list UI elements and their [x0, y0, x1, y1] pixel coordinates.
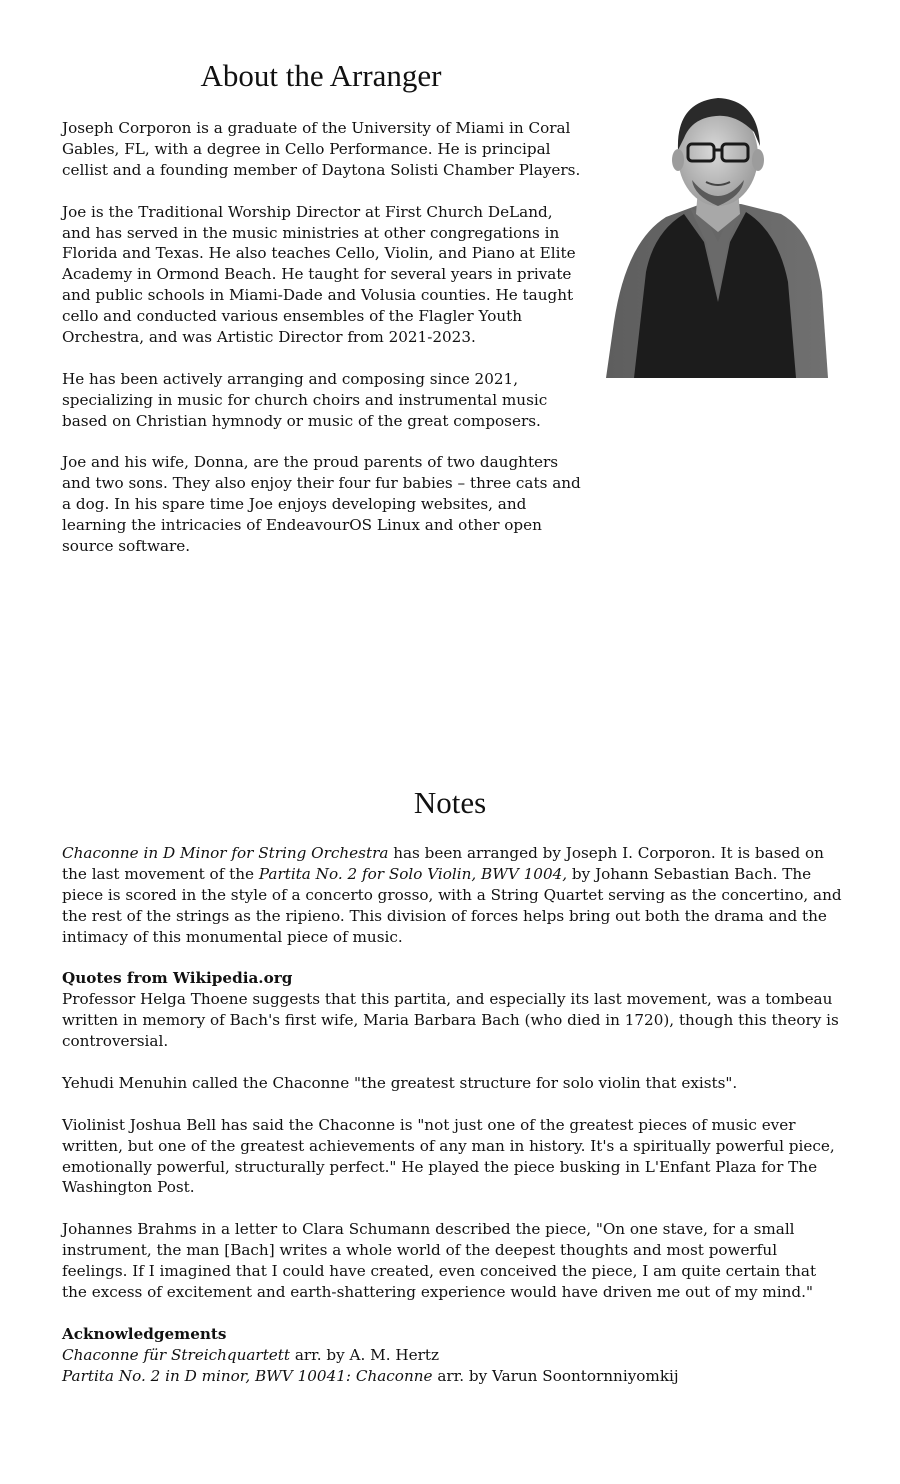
about-paragraph: Joe is the Traditional Worship Director at First Church DeLand, and has served in the music ministries at other congregations in Florida and Texas. He also teaches Cello, Violin, and Piano at Elite Academy in Ormond Beach. He taught for several years in private and public schools in Miami-Dade and Volusia counties. He taught cello and conducted various ensembles of the Flagler Youth Orchestra, and was Artistic Director from 2021-2023. [62, 202, 576, 347]
notes-intro-text-2: by Johann Sebastian Bach. The piece is scored in the style of a concerto grosso, with a String Quartet serving as the concertino, and the rest of the strings as the ripieno. This division of forces helps bring out both the drama and the intimacy of this monumental piece of music. [62, 864, 842, 946]
quote-paragraph: Johannes Brahms in a letter to Clara Schumann described the piece, "On one stave, for a small instrument, the man [Bach] writes a whole world of the deepest thoughts and most powerful feelings. If I imagined that I could have created, even conceived the piece, I am quite certain that the excess of excitement and earth-shattering experience would have driven me out of my mind." [62, 1220, 817, 1301]
ack-work: Partita No. 2 in D minor, BWV 10041: Chaconne [62, 1366, 433, 1385]
about-paragraph: He has been actively arranging and composing since 2021, specializing in music for church choirs and instrumental music based on Christian hymnody or music of the great composers. [62, 369, 548, 430]
ack-heading-line [62, 1324, 842, 1345]
ack-credit: arr. by A. M. Hertz [290, 1345, 439, 1364]
quote-paragraph: Professor Helga Thoene suggests that this partita, and especially its last movement, was a tombeau written in memory of Bach's first wife, Maria Barbara Bach (who died in 1720), though this theory is controversial. [62, 990, 839, 1051]
quote-paragraph: Yehudi Menuhin called the Chaconne "the greatest structure for solo violin that exists". [62, 1073, 738, 1092]
about-paragraph: Joseph Corporon is a graduate of the University of Miami in Coral Gables, FL, with a degree in Cello Performance. He is principal cellist and a founding member of Daytona Solisti Chamber Players. [62, 119, 581, 179]
quote-paragraph: Violinist Joshua Bell has said the Chaconne is "not just one of the greatest pieces of music ever written, but one of the greatest achievements of any man in history. It's a spiritually powerful piece, emotionally powerful, structurally perfect." He played the piece busking in L'Enfant Plaza for The Washington Post. [62, 1115, 835, 1197]
notes-intro-text: has been arranged by Joseph I. Corporon. It is based on the last movement of the [62, 844, 824, 883]
quotes-heading: Quotes from Wikipedia.org [62, 969, 293, 988]
ack-heading: Acknowledgements [62, 1324, 227, 1343]
about-paragraph: Joe and his wife, Donna, are the proud parents of two daughters and two sons. They also enjoy their four fur babies – three cats and a dog. In his spare time Joe enjoys developing websites, and learning the intricacies of EndeavourOS Linux and other open source software. [62, 453, 581, 556]
notes-body [62, 843, 842, 1386]
notes-intro-title: Chaconne in D Minor for String Orchestra [62, 844, 389, 862]
ack-work: Chaconne für Streichquartett [62, 1345, 290, 1364]
ack-item [62, 1366, 842, 1387]
about-title: About the Arranger [200, 58, 442, 93]
about-body [62, 118, 584, 578]
portrait-photo [606, 92, 830, 378]
notes-title: Notes [413, 785, 487, 820]
notes-intro [62, 843, 842, 948]
quotes-section [62, 968, 842, 1052]
ack-credit: arr. by Varun Soontornniyomkij [432, 1366, 679, 1385]
ack-item [62, 1345, 842, 1366]
notes-intro-work: Partita No. 2 for Solo Violin, BWV 1004, [258, 864, 568, 883]
